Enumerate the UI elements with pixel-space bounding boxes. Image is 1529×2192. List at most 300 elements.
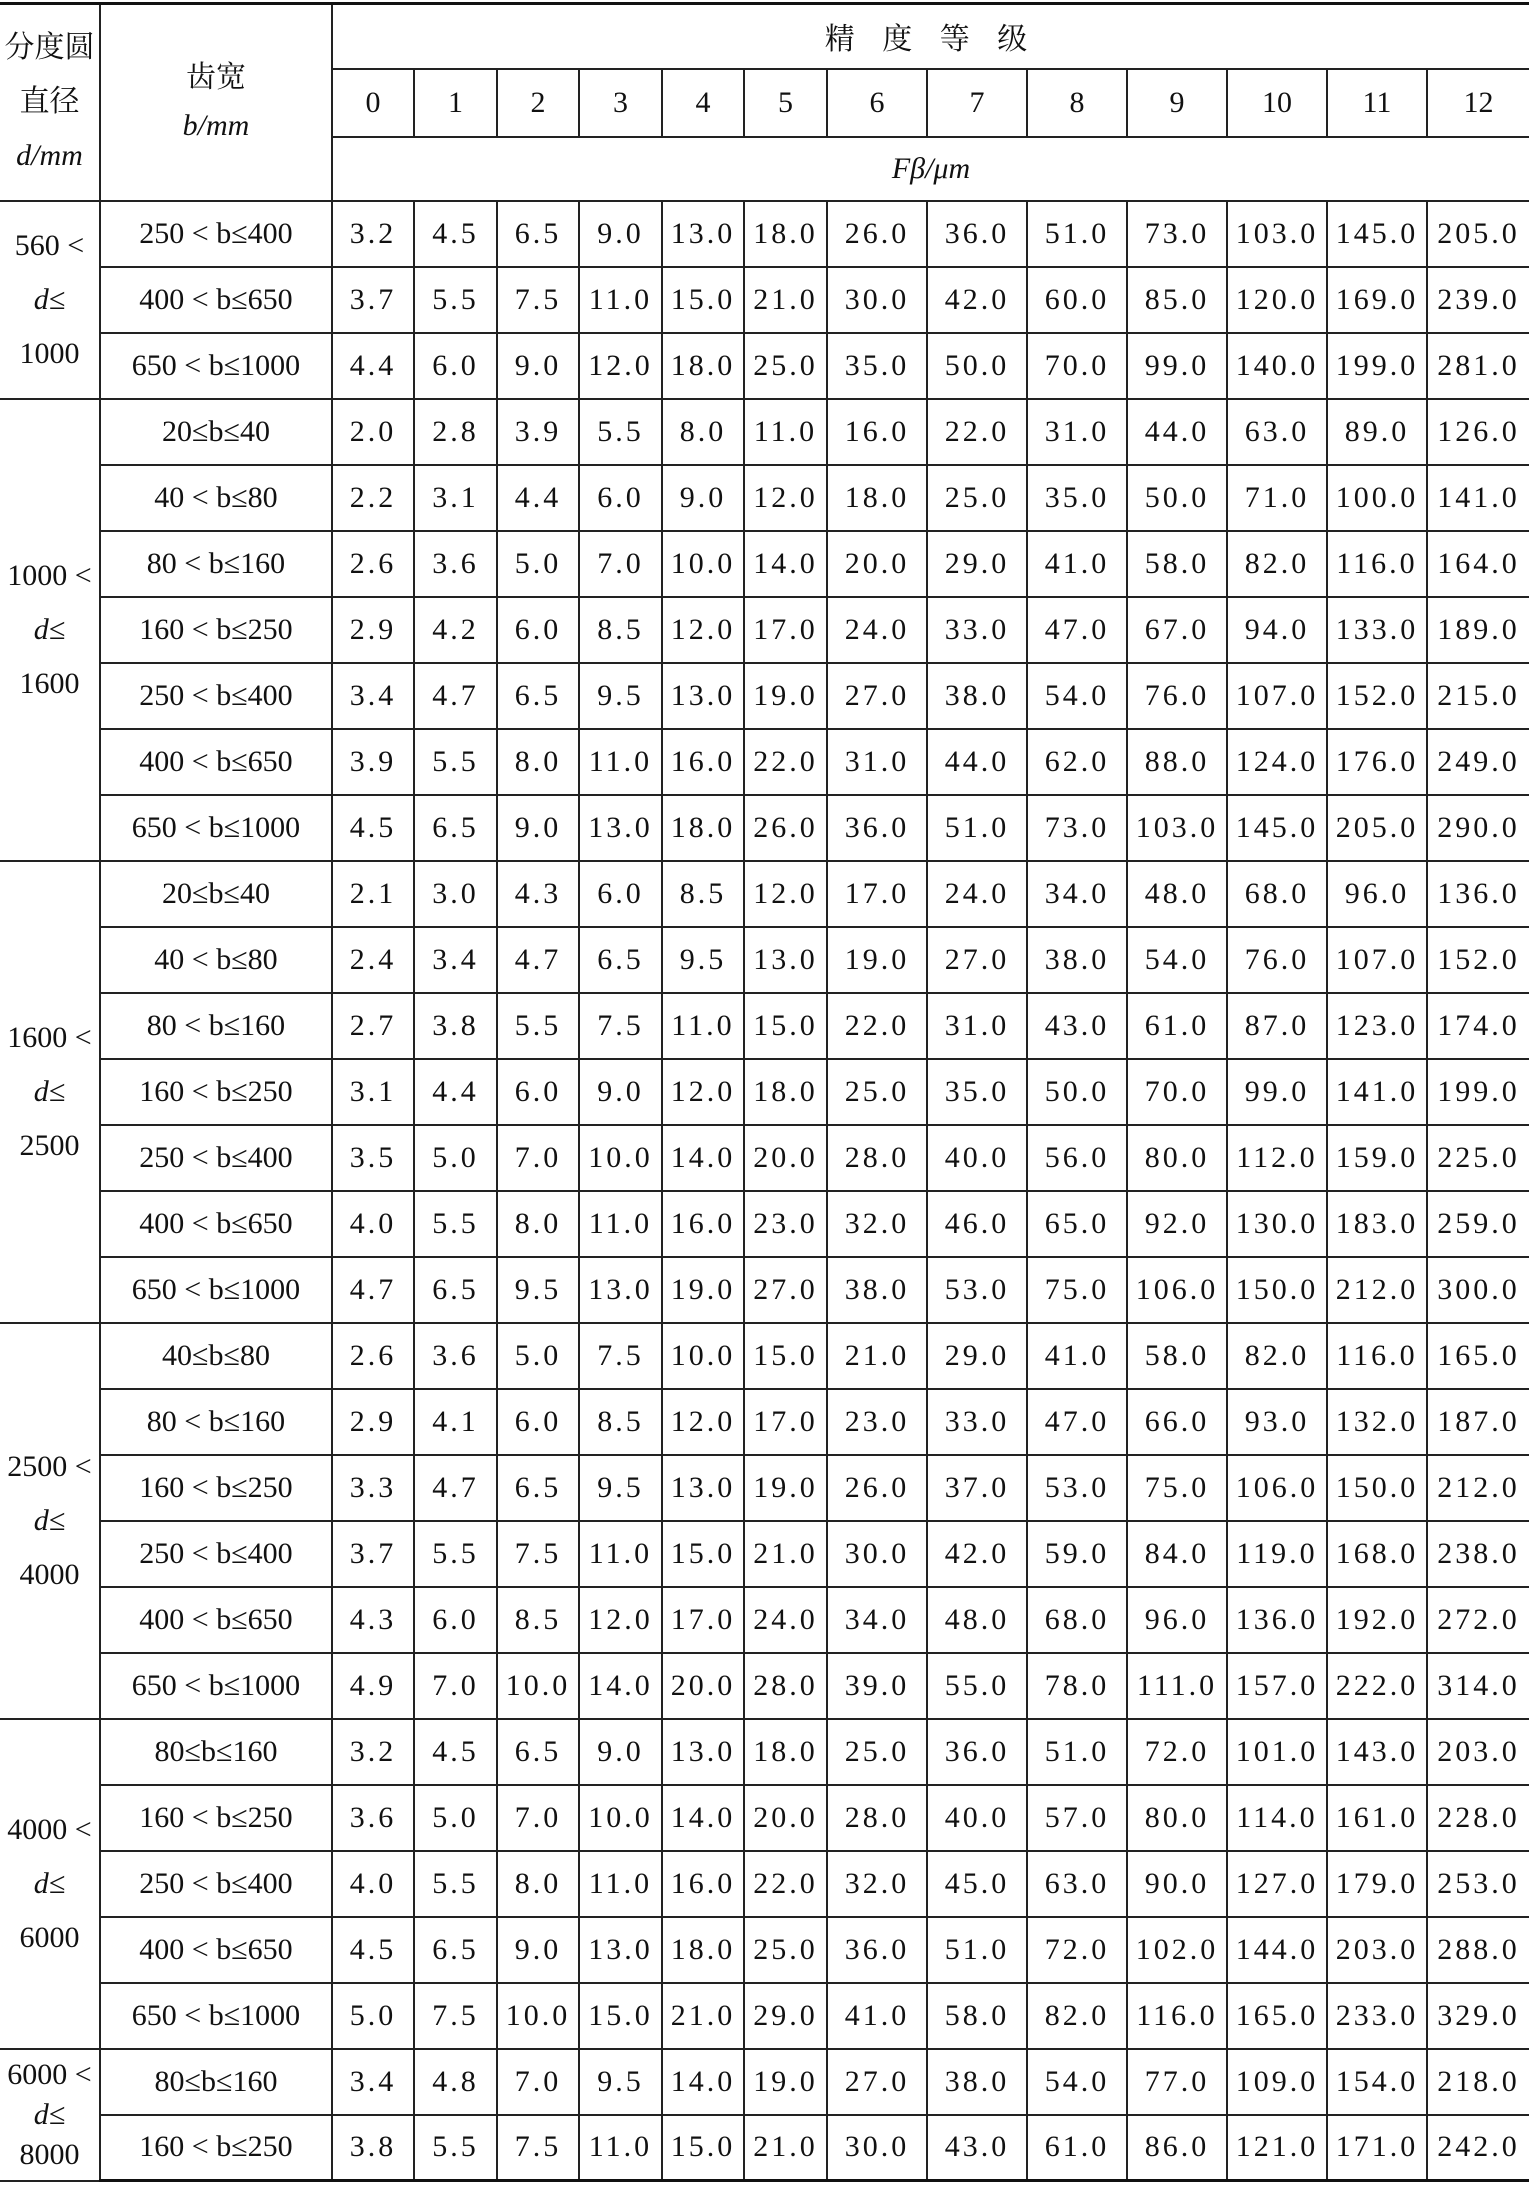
value-cell: 33.0 bbox=[927, 597, 1027, 663]
width-range-cell: 650 < b≤1000 bbox=[100, 1653, 332, 1719]
value-cell: 152.0 bbox=[1327, 663, 1427, 729]
value-cell: 179.0 bbox=[1327, 1851, 1427, 1917]
value-cell: 6.5 bbox=[497, 1455, 579, 1521]
value-cell: 8.5 bbox=[662, 861, 744, 927]
value-cell: 25.0 bbox=[827, 1059, 927, 1125]
value-cell: 6.0 bbox=[497, 1059, 579, 1125]
value-cell: 140.0 bbox=[1227, 333, 1327, 399]
value-cell: 47.0 bbox=[1027, 597, 1127, 663]
value-cell: 6.5 bbox=[497, 663, 579, 729]
width-range-cell: 160 < b≤250 bbox=[100, 597, 332, 663]
value-cell: 59.0 bbox=[1027, 1521, 1127, 1587]
value-cell: 161.0 bbox=[1327, 1785, 1427, 1851]
grade-header-cell: 1 bbox=[414, 69, 497, 137]
value-cell: 35.0 bbox=[827, 333, 927, 399]
value-cell: 12.0 bbox=[662, 597, 744, 663]
value-cell: 82.0 bbox=[1227, 531, 1327, 597]
value-cell: 12.0 bbox=[579, 333, 662, 399]
value-cell: 77.0 bbox=[1127, 2049, 1227, 2115]
value-cell: 4.4 bbox=[497, 465, 579, 531]
value-cell: 4.9 bbox=[332, 1653, 414, 1719]
value-cell: 199.0 bbox=[1327, 333, 1427, 399]
value-cell: 5.5 bbox=[497, 993, 579, 1059]
value-cell: 46.0 bbox=[927, 1191, 1027, 1257]
width-range-cell: 250 < b≤400 bbox=[100, 1125, 332, 1191]
width-range-cell: 400 < b≤650 bbox=[100, 729, 332, 795]
value-cell: 73.0 bbox=[1027, 795, 1127, 861]
value-cell: 11.0 bbox=[579, 1521, 662, 1587]
table-row bbox=[0, 465, 1529, 531]
grade-header-cell: 0 bbox=[332, 69, 414, 137]
diameter-range-line: 1000 bbox=[19, 336, 80, 370]
diameter-range-line: d≤ bbox=[33, 1503, 66, 1537]
value-cell: 72.0 bbox=[1027, 1917, 1127, 1983]
value-cell: 67.0 bbox=[1127, 597, 1227, 663]
value-cell: 9.0 bbox=[579, 201, 662, 267]
value-cell: 8.5 bbox=[579, 1389, 662, 1455]
grade-header-cell: 6 bbox=[827, 69, 927, 137]
value-cell: 13.0 bbox=[662, 1719, 744, 1785]
value-cell: 212.0 bbox=[1327, 1257, 1427, 1323]
value-cell: 10.0 bbox=[662, 531, 744, 597]
value-cell: 3.6 bbox=[332, 1785, 414, 1851]
value-cell: 2.4 bbox=[332, 927, 414, 993]
value-cell: 5.5 bbox=[414, 2115, 497, 2181]
grade-header-cell: 3 bbox=[579, 69, 662, 137]
value-cell: 112.0 bbox=[1227, 1125, 1327, 1191]
value-cell: 3.1 bbox=[332, 1059, 414, 1125]
value-cell: 4.4 bbox=[414, 1059, 497, 1125]
value-cell: 68.0 bbox=[1227, 861, 1327, 927]
width-range-cell: 40 < b≤80 bbox=[100, 927, 332, 993]
value-cell: 76.0 bbox=[1227, 927, 1327, 993]
value-cell: 7.5 bbox=[579, 993, 662, 1059]
diameter-range-line: 1600 bbox=[19, 666, 80, 700]
value-cell: 94.0 bbox=[1227, 597, 1327, 663]
value-cell: 13.0 bbox=[662, 201, 744, 267]
value-cell: 102.0 bbox=[1127, 1917, 1227, 1983]
value-cell: 16.0 bbox=[662, 729, 744, 795]
value-cell: 14.0 bbox=[579, 1653, 662, 1719]
value-cell: 47.0 bbox=[1027, 1389, 1127, 1455]
value-cell: 2.7 bbox=[332, 993, 414, 1059]
diameter-range-line: 4000 bbox=[19, 1557, 80, 1591]
value-cell: 60.0 bbox=[1027, 267, 1127, 333]
value-cell: 14.0 bbox=[744, 531, 827, 597]
value-cell: 58.0 bbox=[1127, 1323, 1227, 1389]
value-cell: 85.0 bbox=[1127, 267, 1227, 333]
value-cell: 111.0 bbox=[1127, 1653, 1227, 1719]
value-cell: 107.0 bbox=[1227, 663, 1327, 729]
precision-grade-header: 精 度 等 级 bbox=[332, 4, 1529, 69]
value-cell: 6.0 bbox=[497, 597, 579, 663]
value-cell: 26.0 bbox=[827, 1455, 927, 1521]
value-cell: 9.0 bbox=[497, 1917, 579, 1983]
value-cell: 165.0 bbox=[1227, 1983, 1327, 2049]
value-cell: 13.0 bbox=[744, 927, 827, 993]
table-row bbox=[0, 1851, 1529, 1917]
value-cell: 8.5 bbox=[579, 597, 662, 663]
value-cell: 126.0 bbox=[1427, 399, 1529, 465]
width-range-cell: 250 < b≤400 bbox=[100, 201, 332, 267]
value-cell: 65.0 bbox=[1027, 1191, 1127, 1257]
value-cell: 4.5 bbox=[414, 201, 497, 267]
value-cell: 5.5 bbox=[414, 729, 497, 795]
value-cell: 116.0 bbox=[1127, 1983, 1227, 2049]
table-row bbox=[0, 267, 1529, 333]
value-cell: 171.0 bbox=[1327, 2115, 1427, 2181]
value-cell: 3.2 bbox=[332, 201, 414, 267]
value-cell: 9.0 bbox=[579, 1059, 662, 1125]
value-cell: 106.0 bbox=[1127, 1257, 1227, 1323]
value-cell: 7.0 bbox=[497, 1785, 579, 1851]
width-header bbox=[100, 4, 332, 201]
value-cell: 6.5 bbox=[497, 201, 579, 267]
value-cell: 16.0 bbox=[662, 1851, 744, 1917]
value-cell: 4.1 bbox=[414, 1389, 497, 1455]
width-range-cell: 160 < b≤250 bbox=[100, 1785, 332, 1851]
value-cell: 11.0 bbox=[579, 1191, 662, 1257]
value-cell: 50.0 bbox=[1127, 465, 1227, 531]
value-cell: 35.0 bbox=[1027, 465, 1127, 531]
value-cell: 9.0 bbox=[579, 1719, 662, 1785]
value-cell: 18.0 bbox=[662, 1917, 744, 1983]
value-cell: 165.0 bbox=[1427, 1323, 1529, 1389]
value-cell: 92.0 bbox=[1127, 1191, 1227, 1257]
table-row bbox=[0, 1059, 1529, 1125]
value-cell: 36.0 bbox=[827, 1917, 927, 1983]
value-cell: 84.0 bbox=[1127, 1521, 1227, 1587]
value-cell: 145.0 bbox=[1327, 201, 1427, 267]
value-cell: 57.0 bbox=[1027, 1785, 1127, 1851]
value-cell: 62.0 bbox=[1027, 729, 1127, 795]
width-range-cell: 400 < b≤650 bbox=[100, 1191, 332, 1257]
value-cell: 4.3 bbox=[332, 1587, 414, 1653]
value-cell: 87.0 bbox=[1227, 993, 1327, 1059]
value-cell: 11.0 bbox=[579, 2115, 662, 2181]
unit-header: Fβ/μm bbox=[332, 137, 1529, 201]
value-cell: 3.8 bbox=[332, 2115, 414, 2181]
table-row bbox=[0, 399, 1529, 465]
value-cell: 259.0 bbox=[1427, 1191, 1529, 1257]
value-cell: 5.5 bbox=[414, 267, 497, 333]
diameter-range-line: 4000 < bbox=[7, 1812, 92, 1846]
value-cell: 164.0 bbox=[1427, 531, 1529, 597]
value-cell: 4.7 bbox=[414, 1455, 497, 1521]
width-header-line1: 齿宽 bbox=[186, 61, 246, 95]
value-cell: 28.0 bbox=[744, 1653, 827, 1719]
value-cell: 24.0 bbox=[927, 861, 1027, 927]
value-cell: 4.3 bbox=[497, 861, 579, 927]
width-range-cell: 20≤b≤40 bbox=[100, 399, 332, 465]
value-cell: 11.0 bbox=[579, 267, 662, 333]
value-cell: 6.0 bbox=[579, 465, 662, 531]
value-cell: 6.0 bbox=[414, 333, 497, 399]
value-cell: 109.0 bbox=[1227, 2049, 1327, 2115]
width-range-cell: 40≤b≤80 bbox=[100, 1323, 332, 1389]
value-cell: 121.0 bbox=[1227, 2115, 1327, 2181]
value-cell: 238.0 bbox=[1427, 1521, 1529, 1587]
value-cell: 5.0 bbox=[414, 1785, 497, 1851]
grade-header-cell: 10 bbox=[1227, 69, 1327, 137]
value-cell: 55.0 bbox=[927, 1653, 1027, 1719]
value-cell: 24.0 bbox=[744, 1587, 827, 1653]
value-cell: 15.0 bbox=[662, 2115, 744, 2181]
table-row bbox=[0, 333, 1529, 399]
value-cell: 192.0 bbox=[1327, 1587, 1427, 1653]
value-cell: 124.0 bbox=[1227, 729, 1327, 795]
value-cell: 114.0 bbox=[1227, 1785, 1327, 1851]
diameter-range-line: 560 < bbox=[14, 228, 85, 262]
value-cell: 41.0 bbox=[827, 1983, 927, 2049]
table-row bbox=[0, 1257, 1529, 1323]
value-cell: 222.0 bbox=[1327, 1653, 1427, 1719]
value-cell: 9.0 bbox=[497, 333, 579, 399]
value-cell: 54.0 bbox=[1027, 663, 1127, 729]
value-cell: 20.0 bbox=[827, 531, 927, 597]
value-cell: 141.0 bbox=[1327, 1059, 1427, 1125]
value-cell: 25.0 bbox=[927, 465, 1027, 531]
value-cell: 187.0 bbox=[1427, 1389, 1529, 1455]
value-cell: 5.0 bbox=[332, 1983, 414, 2049]
value-cell: 4.4 bbox=[332, 333, 414, 399]
value-cell: 233.0 bbox=[1327, 1983, 1427, 2049]
value-cell: 38.0 bbox=[927, 2049, 1027, 2115]
value-cell: 45.0 bbox=[927, 1851, 1027, 1917]
table-header bbox=[0, 4, 1529, 201]
table-row bbox=[0, 861, 1529, 927]
grade-header-cell: 2 bbox=[497, 69, 579, 137]
value-cell: 75.0 bbox=[1127, 1455, 1227, 1521]
value-cell: 15.0 bbox=[744, 1323, 827, 1389]
value-cell: 43.0 bbox=[1027, 993, 1127, 1059]
diameter-range-line: 2500 < bbox=[7, 1449, 92, 1483]
value-cell: 19.0 bbox=[827, 927, 927, 993]
value-cell: 40.0 bbox=[927, 1785, 1027, 1851]
value-cell: 38.0 bbox=[827, 1257, 927, 1323]
value-cell: 8.0 bbox=[662, 399, 744, 465]
value-cell: 157.0 bbox=[1227, 1653, 1327, 1719]
value-cell: 7.5 bbox=[497, 1521, 579, 1587]
value-cell: 2.0 bbox=[332, 399, 414, 465]
value-cell: 3.0 bbox=[414, 861, 497, 927]
value-cell: 99.0 bbox=[1127, 333, 1227, 399]
grade-header-cell: 5 bbox=[744, 69, 827, 137]
value-cell: 53.0 bbox=[927, 1257, 1027, 1323]
value-cell: 28.0 bbox=[827, 1785, 927, 1851]
value-cell: 6.0 bbox=[579, 861, 662, 927]
diameter-range-line: d≤ bbox=[33, 282, 66, 316]
value-cell: 51.0 bbox=[927, 795, 1027, 861]
value-cell: 101.0 bbox=[1227, 1719, 1327, 1785]
value-cell: 76.0 bbox=[1127, 663, 1227, 729]
value-cell: 14.0 bbox=[662, 1785, 744, 1851]
value-cell: 13.0 bbox=[662, 663, 744, 729]
diameter-range-line: d≤ bbox=[33, 2097, 66, 2131]
value-cell: 19.0 bbox=[744, 663, 827, 729]
value-cell: 4.5 bbox=[332, 795, 414, 861]
value-cell: 73.0 bbox=[1127, 201, 1227, 267]
table-row bbox=[0, 1719, 1529, 1785]
value-cell: 15.0 bbox=[579, 1983, 662, 2049]
value-cell: 136.0 bbox=[1427, 861, 1529, 927]
value-cell: 61.0 bbox=[1127, 993, 1227, 1059]
value-cell: 19.0 bbox=[744, 2049, 827, 2115]
value-cell: 12.0 bbox=[662, 1059, 744, 1125]
grade-header-cell: 9 bbox=[1127, 69, 1227, 137]
value-cell: 33.0 bbox=[927, 1389, 1027, 1455]
value-cell: 10.0 bbox=[662, 1323, 744, 1389]
value-cell: 34.0 bbox=[827, 1587, 927, 1653]
value-cell: 5.0 bbox=[497, 531, 579, 597]
value-cell: 88.0 bbox=[1127, 729, 1227, 795]
value-cell: 18.0 bbox=[744, 1719, 827, 1785]
value-cell: 205.0 bbox=[1327, 795, 1427, 861]
diameter-header-line1: 分度圆 bbox=[4, 31, 95, 65]
value-cell: 152.0 bbox=[1427, 927, 1529, 993]
value-cell: 106.0 bbox=[1227, 1455, 1327, 1521]
table-row bbox=[0, 531, 1529, 597]
width-range-cell: 650 < b≤1000 bbox=[100, 1257, 332, 1323]
value-cell: 9.5 bbox=[579, 1455, 662, 1521]
value-cell: 11.0 bbox=[662, 993, 744, 1059]
value-cell: 31.0 bbox=[1027, 399, 1127, 465]
grade-header-cell: 4 bbox=[662, 69, 744, 137]
diameter-header-line3: d/mm bbox=[16, 139, 83, 173]
value-cell: 215.0 bbox=[1427, 663, 1529, 729]
value-cell: 5.5 bbox=[414, 1191, 497, 1257]
value-cell: 6.5 bbox=[414, 1917, 497, 1983]
table-row bbox=[0, 597, 1529, 663]
width-range-cell: 250 < b≤400 bbox=[100, 663, 332, 729]
value-cell: 6.5 bbox=[414, 795, 497, 861]
value-cell: 80.0 bbox=[1127, 1785, 1227, 1851]
value-cell: 3.7 bbox=[332, 1521, 414, 1587]
value-cell: 78.0 bbox=[1027, 1653, 1127, 1719]
value-cell: 141.0 bbox=[1427, 465, 1529, 531]
value-cell: 6.5 bbox=[497, 1719, 579, 1785]
value-cell: 6.5 bbox=[414, 1257, 497, 1323]
value-cell: 29.0 bbox=[927, 531, 1027, 597]
grade-header-cell: 12 bbox=[1427, 69, 1529, 137]
value-cell: 70.0 bbox=[1027, 333, 1127, 399]
value-cell: 4.2 bbox=[414, 597, 497, 663]
value-cell: 7.5 bbox=[579, 1323, 662, 1389]
value-cell: 36.0 bbox=[927, 1719, 1027, 1785]
value-cell: 132.0 bbox=[1327, 1389, 1427, 1455]
table-row bbox=[0, 1983, 1529, 2049]
table-row bbox=[0, 2049, 1529, 2115]
value-cell: 23.0 bbox=[744, 1191, 827, 1257]
diameter-header-line2: 直径 bbox=[19, 85, 80, 119]
value-cell: 154.0 bbox=[1327, 2049, 1427, 2115]
value-cell: 19.0 bbox=[744, 1455, 827, 1521]
value-cell: 290.0 bbox=[1427, 795, 1529, 861]
value-cell: 314.0 bbox=[1427, 1653, 1529, 1719]
diameter-range-line: d≤ bbox=[33, 1866, 66, 1900]
diameter-range-line: 6000 < bbox=[7, 2057, 92, 2091]
table-body bbox=[0, 201, 1529, 2181]
value-cell: 103.0 bbox=[1227, 201, 1327, 267]
value-cell: 3.4 bbox=[414, 927, 497, 993]
table-row bbox=[0, 1125, 1529, 1191]
value-cell: 8.0 bbox=[497, 1191, 579, 1257]
width-range-cell: 40 < b≤80 bbox=[100, 465, 332, 531]
value-cell: 9.5 bbox=[662, 927, 744, 993]
value-cell: 272.0 bbox=[1427, 1587, 1529, 1653]
value-cell: 7.5 bbox=[497, 267, 579, 333]
value-cell: 9.5 bbox=[579, 663, 662, 729]
value-cell: 51.0 bbox=[1027, 1719, 1127, 1785]
value-cell: 5.0 bbox=[497, 1323, 579, 1389]
width-range-cell: 400 < b≤650 bbox=[100, 267, 332, 333]
value-cell: 30.0 bbox=[827, 1521, 927, 1587]
diameter-header bbox=[0, 4, 100, 201]
value-cell: 4.5 bbox=[414, 1719, 497, 1785]
value-cell: 89.0 bbox=[1327, 399, 1427, 465]
diameter-range-cell bbox=[0, 1323, 100, 1719]
table-row bbox=[0, 2115, 1529, 2181]
width-range-cell: 250 < b≤400 bbox=[100, 1851, 332, 1917]
value-cell: 13.0 bbox=[579, 795, 662, 861]
width-range-cell: 80≤b≤160 bbox=[100, 1719, 332, 1785]
value-cell: 4.5 bbox=[332, 1917, 414, 1983]
value-cell: 3.5 bbox=[332, 1125, 414, 1191]
value-cell: 281.0 bbox=[1427, 333, 1529, 399]
value-cell: 22.0 bbox=[744, 1851, 827, 1917]
value-cell: 50.0 bbox=[1027, 1059, 1127, 1125]
diameter-range-line: d≤ bbox=[33, 612, 66, 646]
width-range-cell: 20≤b≤40 bbox=[100, 861, 332, 927]
value-cell: 7.0 bbox=[579, 531, 662, 597]
value-cell: 36.0 bbox=[827, 795, 927, 861]
value-cell: 29.0 bbox=[927, 1323, 1027, 1389]
value-cell: 61.0 bbox=[1027, 2115, 1127, 2181]
value-cell: 86.0 bbox=[1127, 2115, 1227, 2181]
table-row bbox=[0, 1455, 1529, 1521]
grade-header-cell: 7 bbox=[927, 69, 1027, 137]
value-cell: 22.0 bbox=[827, 993, 927, 1059]
value-cell: 5.5 bbox=[579, 399, 662, 465]
value-cell: 32.0 bbox=[827, 1191, 927, 1257]
value-cell: 3.3 bbox=[332, 1455, 414, 1521]
value-cell: 28.0 bbox=[827, 1125, 927, 1191]
value-cell: 11.0 bbox=[579, 1851, 662, 1917]
value-cell: 58.0 bbox=[927, 1983, 1027, 2049]
value-cell: 32.0 bbox=[827, 1851, 927, 1917]
value-cell: 300.0 bbox=[1427, 1257, 1529, 1323]
width-range-cell: 160 < b≤250 bbox=[100, 1059, 332, 1125]
value-cell: 10.0 bbox=[497, 1983, 579, 2049]
value-cell: 96.0 bbox=[1327, 861, 1427, 927]
value-cell: 21.0 bbox=[744, 267, 827, 333]
value-cell: 54.0 bbox=[1027, 2049, 1127, 2115]
value-cell: 189.0 bbox=[1427, 597, 1529, 663]
value-cell: 82.0 bbox=[1027, 1983, 1127, 2049]
value-cell: 3.6 bbox=[414, 1323, 497, 1389]
diameter-range-line: d≤ bbox=[33, 1074, 66, 1108]
value-cell: 3.1 bbox=[414, 465, 497, 531]
value-cell: 168.0 bbox=[1327, 1521, 1427, 1587]
value-cell: 183.0 bbox=[1327, 1191, 1427, 1257]
value-cell: 176.0 bbox=[1327, 729, 1427, 795]
value-cell: 17.0 bbox=[662, 1587, 744, 1653]
value-cell: 12.0 bbox=[744, 861, 827, 927]
value-cell: 2.2 bbox=[332, 465, 414, 531]
value-cell: 9.5 bbox=[579, 2049, 662, 2115]
value-cell: 3.7 bbox=[332, 267, 414, 333]
value-cell: 9.0 bbox=[662, 465, 744, 531]
